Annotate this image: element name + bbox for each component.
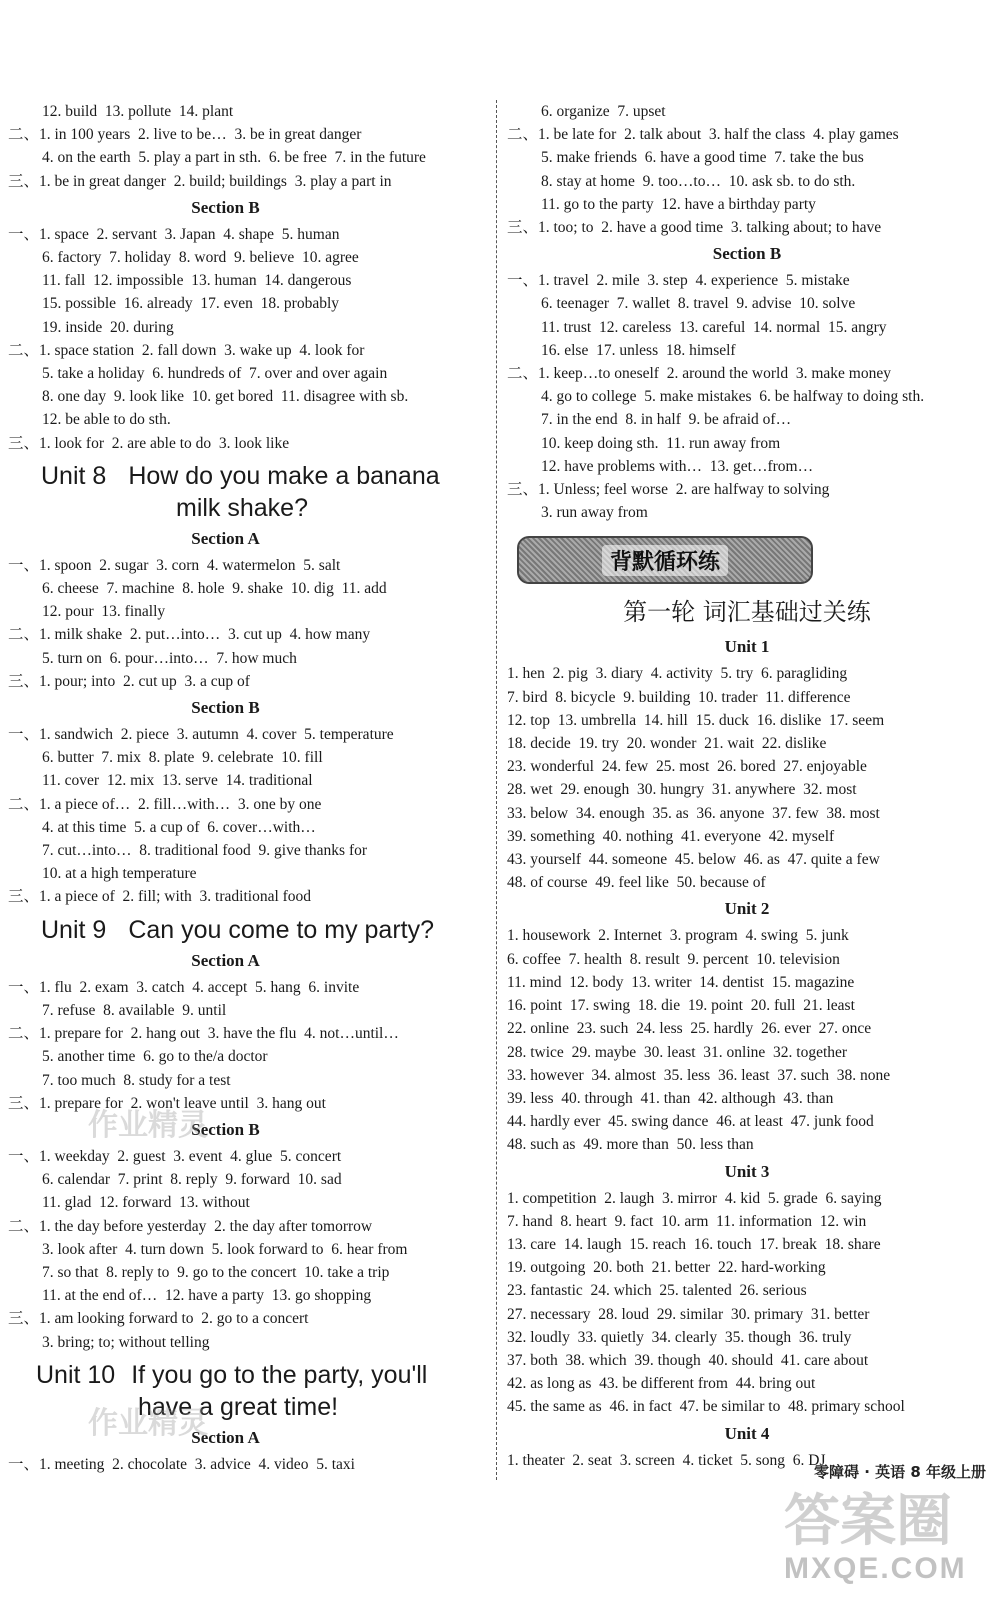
answer-line: 6. organize 7. upset (541, 103, 666, 120)
watermark-logo (784, 1489, 974, 1585)
answer-line: 4. on the earth 5. play a part in sth. 6. be free 7. in the future (42, 149, 426, 167)
answer-line: 33. below 34. enough 35. as 36. anyone 37. few 38. most (507, 804, 880, 822)
answer-line: 48. of course 49. feel like 50. because of (507, 874, 766, 892)
answer-line: 12. pour 13. finally (42, 603, 166, 621)
answer-block-unit9-a (8, 976, 483, 1115)
right-column (507, 100, 987, 1472)
answer-line: 7. hand 8. heart 9. fact 10. arm 11. information 12. win (507, 1212, 867, 1230)
answer-line: 12. build 13. pollute 14. plant (42, 103, 234, 120)
answer-line: 43. yourself 44. someone 45. below 46. as 47. quite a few (507, 851, 880, 869)
answer-line: 一、1. space 2. servant 3. Japan 4. shape 5. human (8, 225, 340, 243)
answer-line: 16. else 17. unless 18. himself (541, 341, 736, 359)
banner-label: 背默循环练 (602, 545, 728, 576)
answer-line: 一、1. spoon 2. sugar 3. corn 4. watermelon 5. salt (8, 556, 341, 574)
answer-line: 1. hen 2. pig 3. diary 4. activity 5. try 6. paragliding (507, 665, 848, 683)
answer-line: 7. so that 8. reply to 9. go to the concert 10. take a trip (42, 1263, 390, 1281)
answer-line: 27. necessary 28. loud 29. similar 30. primary 31. better (507, 1305, 870, 1323)
answer-line: 19. outgoing 20. both 21. better 22. hard-working (507, 1259, 826, 1277)
answer-line: 12. top 13. umbrella 14. hill 15. duck 16. dislike 17. seem (507, 711, 885, 729)
unit-heading: Unit 2 (724, 899, 770, 919)
answer-block-top (507, 100, 987, 239)
answer-line: 33. however 34. almost 35. less 36. least 37. such 38. none (507, 1066, 891, 1084)
answer-line: 5. take a holiday 6. hundreds of 7. over and over again (42, 365, 388, 383)
unit-title-text: If you go to the party, you'll (131, 1360, 428, 1389)
answer-line: 7. in the end 8. in half 9. be afraid of… (541, 411, 792, 429)
watermark-text: 作业精灵 (88, 1406, 208, 1441)
answer-line: 37. both 38. which 39. though 40. should 41. care about (507, 1351, 869, 1369)
answer-line: 1. competition 2. laugh 3. mirror 4. kid 5. grade 6. saying (507, 1189, 882, 1207)
answer-line: 4. at this time 5. a cup of 6. cover…with… (42, 818, 316, 836)
unit-title-text: How do you make a banana (128, 461, 440, 490)
answer-line: 10. keep doing sth. 11. run away from (541, 434, 781, 452)
answer-line: 二、1. the day before yesterday 2. the day after tomorrow (8, 1217, 373, 1235)
answer-line: 二、1. milk shake 2. put…into… 3. cut up 4. how many (8, 626, 371, 644)
answer-line: 6. coffee 7. health 8. result 9. percent 10. television (507, 950, 840, 968)
answer-line: 一、1. travel 2. mile 3. step 4. experience 5. mistake (507, 272, 850, 290)
answer-line: 5. another time 6. go to the/a doctor (42, 1048, 268, 1066)
answer-line: 12. be able to do sth. (42, 411, 171, 429)
answer-line: 3. look after 4. turn down 5. look forward to 6. hear from (42, 1240, 408, 1258)
answer-line: 二、1. be late for 2. talk about 3. half the class 4. play games (507, 126, 899, 144)
answer-line: 16. point 17. swing 18. die 19. point 20. full 21. least (507, 997, 855, 1015)
unit-heading: Unit 3 (724, 1161, 770, 1181)
answer-line: 28. wet 29. enough 30. hungry 31. anywhere 32. most (507, 781, 857, 799)
answer-line: 15. possible 16. already 17. even 18. probably (42, 295, 340, 313)
answer-line: 三、1. pour; into 2. cut up 3. a cup of (8, 672, 250, 690)
answer-line: 6. cheese 7. machine 8. hole 9. shake 10. dig 11. add (42, 580, 387, 598)
answer-block-unit8-b (8, 723, 483, 909)
answer-line: 三、1. am looking forward to 2. go to a concert (8, 1310, 309, 1328)
unit-8-title (8, 460, 483, 524)
answer-line: 11. go to the party 12. have a birthday party (541, 195, 816, 213)
answer-line: 44. hardly ever 45. swing dance 46. at least 47. junk food (507, 1113, 874, 1131)
answer-line: 6. butter 7. mix 8. plate 9. celebrate 10. fill (42, 749, 323, 767)
vocab-block-unit2 (507, 924, 987, 1156)
answer-line: 三、1. too; to 2. have a good time 3. talking about; to have (507, 219, 882, 237)
answer-line: 二、1. a piece of… 2. fill…with… 3. one by one (8, 795, 322, 813)
answer-line: 11. trust 12. careless 13. careful 14. normal 15. angry (541, 318, 887, 336)
watermark-url: MXQE.COM (784, 1552, 967, 1585)
answer-line: 11. cover 12. mix 13. serve 14. traditional (42, 772, 313, 790)
vocab-block-unit3 (507, 1187, 987, 1419)
answer-line: 22. online 23. such 24. less 25. hardly 26. ever 27. once (507, 1020, 872, 1038)
answer-line: 45. the same as 46. in fact 47. be similar to 48. primary school (507, 1398, 905, 1416)
left-column (8, 100, 483, 1476)
unit-heading: Unit 4 (724, 1423, 770, 1443)
answer-line: 3. bring; to; without telling (42, 1333, 210, 1351)
answer-line: 6. teenager 7. wallet 8. travel 9. advise 10. solve (541, 295, 856, 313)
answer-line: 7. too much 8. study for a test (42, 1071, 231, 1089)
answer-line: 二、1. space station 2. fall down 3. wake up 4. look for (8, 341, 365, 359)
section-heading: Section A (191, 1427, 260, 1447)
answer-line: 三、1. prepare for 2. won't leave until 3. hang out (8, 1094, 326, 1112)
answer-line: 二、1. prepare for 2. hang out 3. have the flu 4. not…until… (8, 1025, 399, 1043)
answer-line: 三、1. be in great danger 2. build; buildings 3. play a part in (8, 172, 392, 190)
answer-line: 三、1. a piece of 2. fill; with 3. traditional food (8, 888, 312, 906)
answer-line: 二、1. in 100 years 2. live to be… 3. be in great danger (8, 126, 362, 144)
section-heading: Section B (191, 197, 260, 217)
answer-line: 10. at a high temperature (42, 865, 197, 883)
watermark-text: 作业精灵 (88, 1108, 208, 1143)
section-heading: Section A (191, 528, 260, 548)
answer-line: 12. have problems with… 13. get…from… (541, 457, 814, 475)
answer-line: 3. run away from (541, 504, 648, 522)
answer-line: 一、1. sandwich 2. piece 3. autumn 4. cover 5. temperature (8, 726, 394, 744)
answer-line: 8. stay at home 9. too…to… 10. ask sb. to do sth. (541, 172, 856, 190)
answer-line: 1. theater 2. seat 3. screen 4. ticket 5. song 6. DJ (507, 1451, 826, 1469)
unit-title-continuation: milk shake? (176, 493, 308, 522)
section-heading: Section B (191, 1119, 260, 1139)
practice-banner (517, 536, 813, 584)
answer-line: 二、1. keep…to oneself 2. around the world 3. make money (507, 365, 891, 383)
round-title: 第一轮 词汇基础过关练 (623, 598, 871, 627)
answer-block-section-b (507, 269, 987, 524)
answer-line: 7. refuse 8. available 9. until (42, 1001, 227, 1019)
answer-block-top (8, 100, 483, 193)
answer-line: 18. decide 19. try 20. wonder 21. wait 22. dislike (507, 735, 827, 753)
answer-line: 39. less 40. through 41. than 42. although 43. than (507, 1089, 834, 1107)
unit-title-continuation: have a great time! (138, 1392, 339, 1421)
answer-line: 19. inside 20. during (42, 318, 174, 336)
answer-line: 13. care 14. laugh 15. reach 16. touch 17. break 18. share (507, 1235, 881, 1253)
book-footer: 零障碍 · 英语 8 年级上册 (813, 1463, 986, 1481)
answer-block-section-b (8, 223, 483, 455)
answer-line: 23. wonderful 24. few 25. most 26. bored 27. enjoyable (507, 758, 867, 776)
answer-line: 7. cut…into… 8. traditional food 9. give thanks for (42, 842, 368, 860)
section-heading: Section A (191, 950, 260, 970)
answer-block-unit8-a (8, 554, 483, 693)
answer-line: 三、1. Unless; feel worse 2. are halfway to solving (507, 481, 830, 499)
answer-line: 5. make friends 6. have a good time 7. take the bus (541, 149, 864, 167)
answer-line: 11. glad 12. forward 13. without (42, 1194, 250, 1212)
unit-label: Unit 8 (41, 461, 107, 490)
unit-10-title (8, 1359, 483, 1423)
unit-title-text: Can you come to my party? (128, 915, 435, 944)
answer-line: 6. calendar 7. print 8. reply 9. forward 10. sad (42, 1171, 342, 1189)
answer-line: 11. fall 12. impossible 13. human 14. dangerous (42, 272, 352, 290)
column-divider (496, 100, 497, 1480)
section-heading: Section B (191, 698, 260, 718)
answer-line: 4. go to college 5. make mistakes 6. be halfway to doing sth. (541, 388, 925, 406)
answer-line: 11. at the end of… 12. have a party 13. go shopping (42, 1287, 372, 1305)
answer-line: 一、1. flu 2. exam 3. catch 4. accept 5. hang 6. invite (8, 978, 360, 996)
answer-line: 8. one day 9. look like 10. get bored 11. disagree with sb. (42, 388, 409, 406)
answer-line: 6. factory 7. holiday 8. word 9. believe 10. agree (42, 249, 359, 267)
answer-block-unit9-b (8, 1145, 483, 1354)
answer-line: 48. such as 49. more than 50. less than (507, 1136, 754, 1154)
answer-line: 42. as long as 43. be different from 44. bring out (507, 1375, 816, 1393)
answer-line: 一、1. meeting 2. chocolate 3. advice 4. video 5. taxi (8, 1455, 355, 1473)
section-heading: Section B (712, 244, 782, 264)
watermark-logo-text: 答案圈 (784, 1489, 952, 1554)
unit-9-title (8, 914, 483, 946)
answer-line: 11. mind 12. body 13. writer 14. dentist 15. magazine (507, 973, 855, 991)
answer-line: 三、1. look for 2. are able to do 3. look like (8, 434, 290, 452)
answer-line: 28. twice 29. maybe 30. least 31. online 32. together (507, 1043, 848, 1061)
answer-block-unit10-a (8, 1453, 483, 1476)
answer-line: 1. housework 2. Internet 3. program 4. swing 5. junk (507, 927, 849, 945)
unit-label: Unit 10 (36, 1360, 116, 1389)
answer-line: 7. bird 8. bicycle 9. building 10. trader 11. difference (507, 688, 851, 706)
answer-line: 5. turn on 6. pour…into… 7. how much (42, 649, 297, 667)
answer-line: 23. fantastic 24. which 25. talented 26. serious (507, 1282, 807, 1300)
answer-line: 39. something 40. nothing 41. everyone 42. myself (507, 827, 835, 845)
unit-label: Unit 9 (41, 915, 107, 944)
vocab-block-unit1 (507, 662, 987, 894)
unit-heading: Unit 1 (724, 637, 770, 657)
answer-line: 一、1. weekday 2. guest 3. event 4. glue 5. concert (8, 1147, 342, 1165)
answer-line: 32. loudly 33. quietly 34. clearly 35. though 36. truly (507, 1328, 852, 1346)
